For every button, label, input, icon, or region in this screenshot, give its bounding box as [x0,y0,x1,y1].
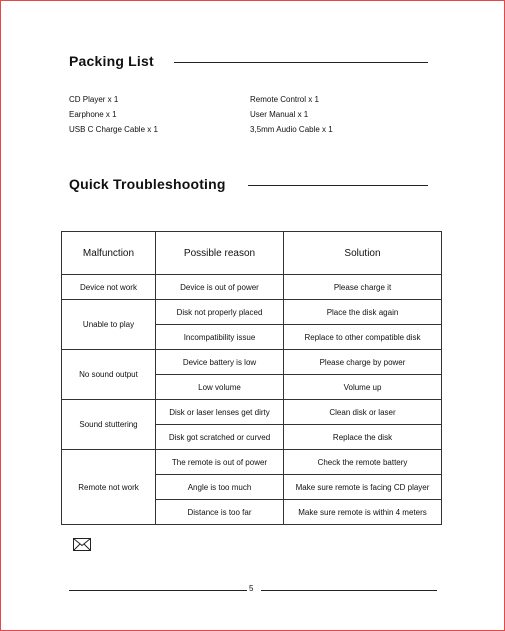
troubleshooting-rule [248,185,428,186]
malfunction-cell: Remote not work [62,450,156,525]
packing-item: USB C Charge Cable x 1 [69,125,158,134]
solution-cell: Volume up [284,375,442,400]
reason-cell: Angle is too much [156,475,284,500]
packing-list-heading: Packing List [69,53,154,69]
troubleshooting-table [61,231,442,525]
solution-cell: Check the remote battery [284,450,442,475]
header-possible-reason: Possible reason [156,232,284,275]
solution-cell: Make sure remote is within 4 meters [284,500,442,525]
footer-rule [261,590,437,591]
table-row [62,300,442,325]
header-malfunction: Malfunction [62,232,156,275]
malfunction-cell: Device not work [62,275,156,300]
solution-cell: Place the disk again [284,300,442,325]
reason-cell: Low volume [156,375,284,400]
reason-cell: Incompatibility issue [156,325,284,350]
solution-cell: Please charge by power [284,350,442,375]
packing-item: User Manual x 1 [250,110,309,119]
solution-cell: Make sure remote is facing CD player [284,475,442,500]
packing-list-rule [174,62,428,63]
packing-item: Earphone x 1 [69,110,117,119]
reason-cell: Device is out of power [156,275,284,300]
reason-cell: The remote is out of power [156,450,284,475]
malfunction-cell: Unable to play [62,300,156,350]
troubleshooting-heading: Quick Troubleshooting [69,176,226,192]
solution-cell: Please charge it [284,275,442,300]
footer-rule [69,590,247,591]
page-number: 5 [249,584,254,593]
packing-item: Remote Control x 1 [250,95,319,104]
table-row [62,400,442,425]
malfunction-cell: No sound output [62,350,156,400]
reason-cell: Disk not properly placed [156,300,284,325]
reason-cell: Device battery is low [156,350,284,375]
malfunction-cell: Sound stuttering [62,400,156,450]
table-row [62,450,442,475]
packing-item: 3,5mm Audio Cable x 1 [250,125,333,134]
mail-icon [73,538,91,551]
table-row [62,350,442,375]
reason-cell: Disk or laser lenses get dirty [156,400,284,425]
reason-cell: Distance is too far [156,500,284,525]
packing-item: CD Player x 1 [69,95,119,104]
solution-cell: Clean disk or laser [284,400,442,425]
reason-cell: Disk got scratched or curved [156,425,284,450]
solution-cell: Replace the disk [284,425,442,450]
table-row [62,275,442,300]
table-header-row [62,232,442,275]
header-solution: Solution [284,232,442,275]
solution-cell: Replace to other compatible disk [284,325,442,350]
